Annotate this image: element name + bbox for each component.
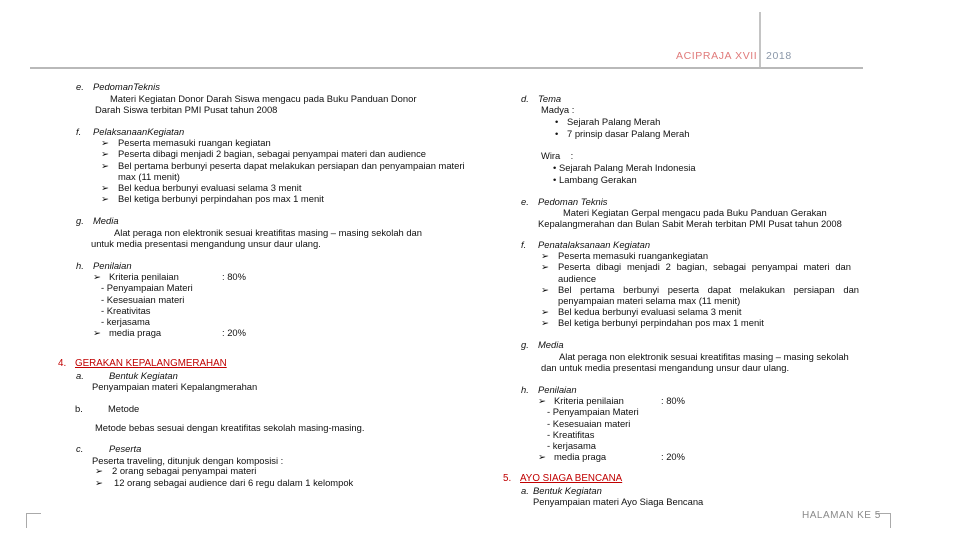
section-5-title: AYO SIAGA BENCANA [520, 473, 623, 484]
list-item: 7 prinsip dasar Palang Merah [567, 128, 690, 139]
list-item: Bel pertama berbunyi peserta dapat melakukan persiapan dan penyampaian materi [118, 160, 465, 171]
right-h-criteria-label: Kriteria penilaian [554, 395, 624, 406]
s4-c-letter: c. [76, 443, 84, 454]
right-h-title: Penilaian [538, 384, 577, 395]
list-item: Peserta dibagi menjadi 2 bagian, sebagai penyampai materi dan [558, 261, 851, 272]
left-e-line2: Darah Siswa terbitan PMI Pusat tahun 2008 [95, 104, 278, 115]
s5-a-letter: a. [521, 485, 529, 496]
list-item: - Kreativitas [101, 305, 151, 316]
right-g-line2: dan untuk media presentasi mengandung unsur daur ulang. [541, 362, 790, 373]
left-f-letter: f. [76, 126, 82, 137]
list-item: Bel ketiga berbunyi perpindahan pos max 1 menit [118, 193, 324, 204]
section-4-title: GERAKAN KEPALANGMERAHAN [75, 358, 227, 369]
right-e-line1: Materi Kegiatan Gerpal mengacu pada Buku Panduan Gerakan [563, 207, 827, 218]
bullet-icon: • [553, 174, 557, 185]
right-h-media-label: media praga [554, 451, 607, 462]
s5-a-text: Penyampaian materi Ayo Siaga Bencana [533, 496, 704, 507]
section-5-number: 5. [503, 473, 512, 484]
corner-mark-left [26, 513, 41, 528]
right-h-letter: h. [521, 384, 529, 395]
list-item: Sejarah Palang Merah [567, 116, 661, 127]
arrow-icon: ➢ [93, 327, 101, 338]
left-h-media-label: media praga [109, 327, 162, 338]
left-g-line1: Alat peraga non elektronik sesuai kreatifitas masing – masing sekolah dan [114, 227, 422, 238]
arrow-icon: ➢ [101, 182, 109, 193]
list-item: - kerjasama [101, 316, 150, 327]
s4-b-text: Metode bebas sesuai dengan kreatifitas sekolah masing-masing. [95, 422, 365, 433]
section-4-number: 4. [58, 358, 67, 369]
left-h-media-value: : 20% [222, 327, 246, 338]
left-e-title: PedomanTeknis [93, 81, 160, 92]
header-divider [759, 12, 761, 68]
arrow-icon: ➢ [541, 306, 549, 317]
list-item: Sejarah Palang Merah Indonesia [559, 162, 696, 173]
right-e-line2: Kepalangmerahan dan Bulan Sabit Merah terbitan PMI Pusat tahun 2008 [538, 218, 842, 229]
right-g-letter: g. [521, 339, 529, 350]
arrow-icon: ➢ [541, 261, 549, 272]
list-item: - kerjasama [547, 440, 596, 451]
s4-a-letter: a. [76, 370, 84, 381]
arrow-icon: ➢ [95, 465, 103, 476]
right-e-title: Pedoman Teknis [538, 196, 608, 207]
right-d-title: Tema [538, 93, 562, 104]
list-item: Bel kedua berbunyi evaluasi selama 3 menit [118, 182, 302, 193]
bullet-icon: • [553, 162, 557, 173]
header-title: ACIPRAJA XVII [676, 50, 758, 62]
arrow-icon: ➢ [541, 284, 549, 295]
list-item: Bel kedua berbunyi evaluasi selama 3 menit [558, 306, 742, 317]
list-item: Peserta memasuki ruangankegiatan [558, 250, 709, 261]
arrow-icon: ➢ [101, 160, 109, 171]
left-e-letter: e. [76, 81, 84, 92]
list-item: penyampaian materi selama max (11 menit) [558, 295, 741, 306]
arrow-icon: ➢ [95, 477, 103, 488]
arrow-icon: ➢ [101, 193, 109, 204]
list-item: max (11 menit) [118, 171, 180, 182]
list-item: Lambang Gerakan [559, 174, 637, 185]
s4-c-title: Peserta [109, 443, 142, 454]
list-item: - Penyampaian Materi [547, 406, 639, 417]
left-g-line2: untuk media presentasi mengandung unsur daur ulang. [91, 238, 321, 249]
list-item: 2 orang sebagai penyampai materi [112, 465, 257, 476]
right-f-letter: f. [521, 239, 527, 250]
right-h-criteria-value: : 80% [661, 395, 685, 406]
arrow-icon: ➢ [541, 317, 549, 328]
list-item: - Kesesuaian materi [547, 418, 631, 429]
left-e-line1: Materi Kegiatan Donor Darah Siswa mengacu pada Buku Panduan Donor [110, 93, 417, 104]
right-d-letter: d. [521, 93, 529, 104]
right-f-title: Penatalaksanaan Kegiatan [538, 239, 651, 250]
list-item: Bel ketiga berbunyi perpindahan pos max 1 menit [558, 317, 764, 328]
arrow-icon: ➢ [93, 271, 101, 282]
page-number: 5 [874, 510, 881, 521]
list-item: Peserta dibagi menjadi 2 bagian, sebagai penyampai materi dan audience [118, 148, 427, 159]
right-d-wira: Wira : [541, 150, 574, 161]
left-g-title: Media [93, 215, 119, 226]
right-g-title: Media [538, 339, 564, 350]
page-footer [802, 510, 881, 521]
footer-label: HALAMAN KE [802, 510, 872, 521]
header-year: 2018 [766, 50, 792, 62]
s4-b-letter: b. [75, 403, 83, 414]
list-item: Peserta memasuki ruangan kegiatan [118, 137, 271, 148]
arrow-icon: ➢ [541, 250, 549, 261]
arrow-icon: ➢ [538, 395, 546, 406]
left-h-criteria-value: : 80% [222, 271, 246, 282]
arrow-icon: ➢ [538, 451, 546, 462]
right-d-madya: Madya : [541, 104, 575, 115]
left-f-title: PelaksanaanKegiatan [93, 126, 185, 137]
bullet-icon: • [555, 128, 559, 139]
left-g-letter: g. [76, 215, 84, 226]
list-item: - Penyampaian Materi [101, 282, 193, 293]
s4-a-text: Penyampaian materi Kepalangmerahan [92, 381, 258, 392]
list-item: - Kesesuaian materi [101, 294, 185, 305]
bullet-icon: • [555, 116, 559, 127]
list-item: audience [558, 273, 597, 284]
arrow-icon: ➢ [101, 148, 109, 159]
left-h-letter: h. [76, 260, 84, 271]
s4-a-title: Bentuk Kegiatan [109, 370, 178, 381]
header-rule [30, 67, 863, 69]
s4-b-title: Metode [108, 403, 140, 414]
right-h-media-value: : 20% [661, 451, 685, 462]
arrow-icon: ➢ [101, 137, 109, 148]
s4-c-text: Peserta traveling, ditunjuk dengan komposisi : [92, 455, 284, 466]
s5-a-title: Bentuk Kegiatan [533, 485, 602, 496]
list-item: - Kreatifitas [547, 429, 595, 440]
list-item: Bel pertama berbunyi peserta dapat melakukan persiapan dan [558, 284, 860, 295]
right-e-letter: e. [521, 196, 529, 207]
list-item: 12 orang sebagai audience dari 6 regu dalam 1 kelompok [114, 477, 354, 488]
left-h-title: Penilaian [93, 260, 132, 271]
right-g-line1: Alat peraga non elektronik sesuai kreatifitas masing – masing sekolah [559, 351, 849, 362]
left-h-criteria-label: Kriteria penilaian [109, 271, 179, 282]
